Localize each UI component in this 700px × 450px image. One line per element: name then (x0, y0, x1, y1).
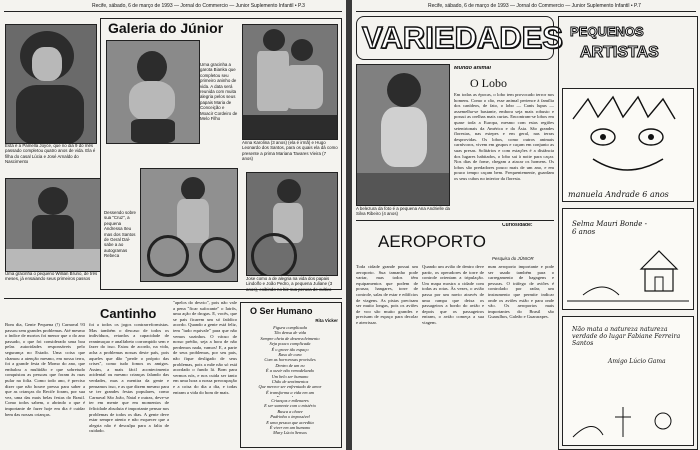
ser-humano-title: O Ser Humano (250, 306, 313, 316)
pequenos-title-line2: ARTISTAS (580, 44, 659, 61)
cantinho-column-3: "apelos do desvio", pois não vale a pena "ficar sufocante" o Iatrôs, uma ação de drogas. E, vocês, que se pais ficarem um só fatídico acordo. Quando a gente está feliz, tem "tudo equivale" para que não vemos sozinhos. O vácuo de nosso prédio, seja a hora de não perdemos nada, vamos! E, a parte de seus problemas, por seu pais, não fique desligado de seus problemas, pois a mãe não só está acordado o fundo lá. Bom para vermos nós, e nos cuida ser tanto em uma hora a nossa preocupação e a coisa do dia a dia, e todas entram a vida do bom de mais. (173, 300, 237, 395)
caption-pamella: Esta é a Pamella Joyce, que no dia 9 do mês passado completou quatro anos de vida. Ela é filha do casal Lúcia e José Arnaldo do Nascimento (5, 143, 96, 165)
aeroporto-column-1: Toda cidade grande possui um aeroporto. Sua tamanho pode variar, mas todos têm equipamentos que podem de pousar, hangares, torre de controle, salas de estar e edifícios de viagens. As pistas precisam ser muito longas, pois os aviões de voo são muito grandes e precisam de espaço para decolar e aterrissar. (356, 264, 418, 325)
aeroporto-credit: Pesquisa do JÚNIOR (492, 256, 534, 261)
mundo-animal-label: Mundo animal (454, 66, 491, 71)
caption-ana-andrielle: A belezura da foto é a pequena Ana Andrielle da Silva Ribeiro (4 anos) (356, 206, 450, 217)
cantinho-column-1: Bom dia, Gente Pequena (!) Carnaval 93 passou sem grandes problemas. Até mesmo o índice de mortos foi menor que o do ano passado, o que foi considerado uma boa pelas autoridades responsáveis pelo segurança no Estado. Uma coisa que chamou a atenção mesmo, em nossa terra, foi a grande festa de Momo do ano, que embalou a multidão e que sobretudo conquistou as pessoas que foram às ruas pular na folia. Como todo ano, é preciso dizer que não houve pressa para saber a que as crianças do Recife foram, por sua vez, uma das mais belas festas do Brasil. Como todos sabem, o abrindo o que é importante de fazer hoje em dia é cuidar bem das nossas crianças. (5, 322, 85, 417)
right-newspaper-page (352, 0, 700, 450)
cantinho-title: Cantinho (100, 306, 157, 321)
drawing2-text: Selma Mauri Bonde - 6 anos (572, 220, 647, 236)
drawing3-text: Não mata a natureza natureza verdade do lugar Fabiane Ferreira Santos (572, 326, 681, 347)
aeroporto-column-2: Quando um avião de dentro deve partir, os operadores de torre de controle orientam a tripulação. Um mapa mostra a cidade com todas as rotas. Às vezes, o avião passa por um navio através de uma rampa que deixa os passageiros a bordo do avião e depois que os passageiros entram, o avião começa a sua viagem. (422, 264, 484, 325)
photo-ana-andrielle (356, 64, 450, 206)
cantinho-column-2: foi a todos os jogos contrarreformistas. Mas também o descaso de todos os indivíduos, retardos a capacidade de reanimaçao e analfabeto corrompido sem e fazer do isso. Estou de acordo, na vida, acha a problemas nossas deste país, pois aqueles que dão "perde o próprio das crises", como tudo fomos os amigos. Assim, a mais fácil acontecimento acidental ou mesmo crianças falando das verdades, mas a mentira da gente e pensamos isso, e as que dizem mesmo para se ter grandes festas populares, como Carnaval São João, Natal e outras, deve-se ter em mente que em momentos de felicidade absoluta é importante pensar nos problemas de todos os dias. A gente deve estar sempre atento e não esquecer que a alegria não é desculpa para a falta de cuidado. (89, 322, 169, 434)
photo-willian (5, 178, 101, 272)
photo-juliane (246, 172, 338, 276)
caption-anna: Anna Karolina (3 anos) (ela é irmã) e Hugo Leonardo dos Santos, para os quais ela dá como presente a prima Mariana Tavares Vieira (7 anos) (242, 140, 338, 162)
lobo-title: O Lobo (470, 76, 507, 90)
drawing3-author: Amigo Lúcio Gama (608, 358, 666, 365)
photo-anna-family (242, 24, 338, 140)
cantinho-top-rule (4, 298, 342, 299)
caption-willian: Uma gracinha o pequeno Willian Bruno, de três meses, já ensaiando seus primeiros passos (5, 271, 98, 282)
photo-baby-bianka (106, 40, 200, 144)
variedades-title: VARIEDADES (362, 20, 563, 55)
header-rule-right (356, 11, 696, 12)
ser-humano-poem-end: Crianças e milenares E ser somente com o mistério Busca a chave Padrinha o impossível E uma pessoa que acredita É viver em um humano Mary Lúcia Sensos (264, 398, 316, 436)
curiosidade-label: Curiosidade: (502, 223, 533, 228)
caption-juliane: Jose como a de alegria na vida dos papais Lindolfo e João Pedro, a pequena Juliane (3 anos), exibindo no biz sua peruca de cultivo (246, 276, 333, 292)
caption-cruz: Dessendo sobre sua "Cruz", a pequena Andressa Iteu mas dos Santos de Geral Dal- sabe a ao autogramas Rebeca (104, 210, 136, 259)
ser-humano-poem: Figura complicada Tão densa de vida Sempre cheia de desenvolvimento Seja pouco complicada É o grave tão espaço Raso de cura Com as horrorosas provisões Dentro de um eu É a ouvir não remodelando Um belo ser humano Chão de sentimentos Que merece ser enfrentado de amor É transforma a vida em um (258, 325, 322, 395)
aeroporto-column-3: num aeroporto importante e pode ser usado também para o carregamento de bagagens e pessoas. O tráfego de aviões é controlado por radar, um instrumento que permite indicar onde os aviões estão e para onde vão. Os aeroportos mais importantes do Brasil são Guarulhos, Galeão e Guararapes. (488, 264, 554, 320)
galeria-title: Galeria do Júnior (108, 20, 224, 36)
pequenos-title-line1: PEQUENOS (570, 24, 644, 39)
photo-child-bike (140, 168, 238, 282)
smiling-face-illustration (563, 89, 693, 201)
drawing-smiling-face (562, 88, 694, 202)
aeroporto-title: AEROPORTO (378, 232, 487, 251)
lobo-text: Em todas as épocas, o lobo tem provocado terror nos homens. Como o cão, esse animal pertence à família dos canídeos, de fato, o lobo — Canis lupus — assemelha-se bastante, embora seja mais robusto e possui as orelhas mais curtas. Encontram-se lobos em quase toda a Europa, mesmo com estas regiões setentrionais da América e da Ásia. São grandes florestas, nas estepes e em geral, nas terras desprovidas. Os lobos, como outros animais carnívoros, vivem em grupos e caçam em conjunto as suas presas. Solitários e com estações é a distância dos lugares habitados, o lobo sai à noite para caçar. Nos dias de fome, chegam a atacar os homens. Os lobos são predadores pouco mais de um ano, e em pouco tempo caçam bem. Frequentemente, guardam os seus cubos no interior da floresta. (454, 92, 554, 181)
left-newspaper-page (0, 0, 346, 450)
left-page-header: Recife, sábado, 6 de março de 1993 — Jornal do Commercio — Junior Suplemento Infantil • P.3 (92, 3, 305, 9)
aeroporto-top-rule (356, 220, 554, 221)
right-page-header: Recife, sábado, 6 de março de 1993 — Jornal do Commercio — Junior Suplemento Infantil • P.7 (428, 3, 641, 9)
caption-baby-bianka: Uma gracinha a garota Bianka que completou seu primeiro aninho de vida. A data será reunida com muita alegria pelos seus papais Maria de Conceição e Moacir Cordeiro de Melo Filho (200, 62, 238, 122)
header-rule (4, 11, 342, 12)
drawing1-signature: manuela Andrade 6 anos (568, 190, 669, 199)
ser-humano-author: Rita Vicker (315, 318, 338, 323)
photo-pamella (5, 24, 97, 144)
